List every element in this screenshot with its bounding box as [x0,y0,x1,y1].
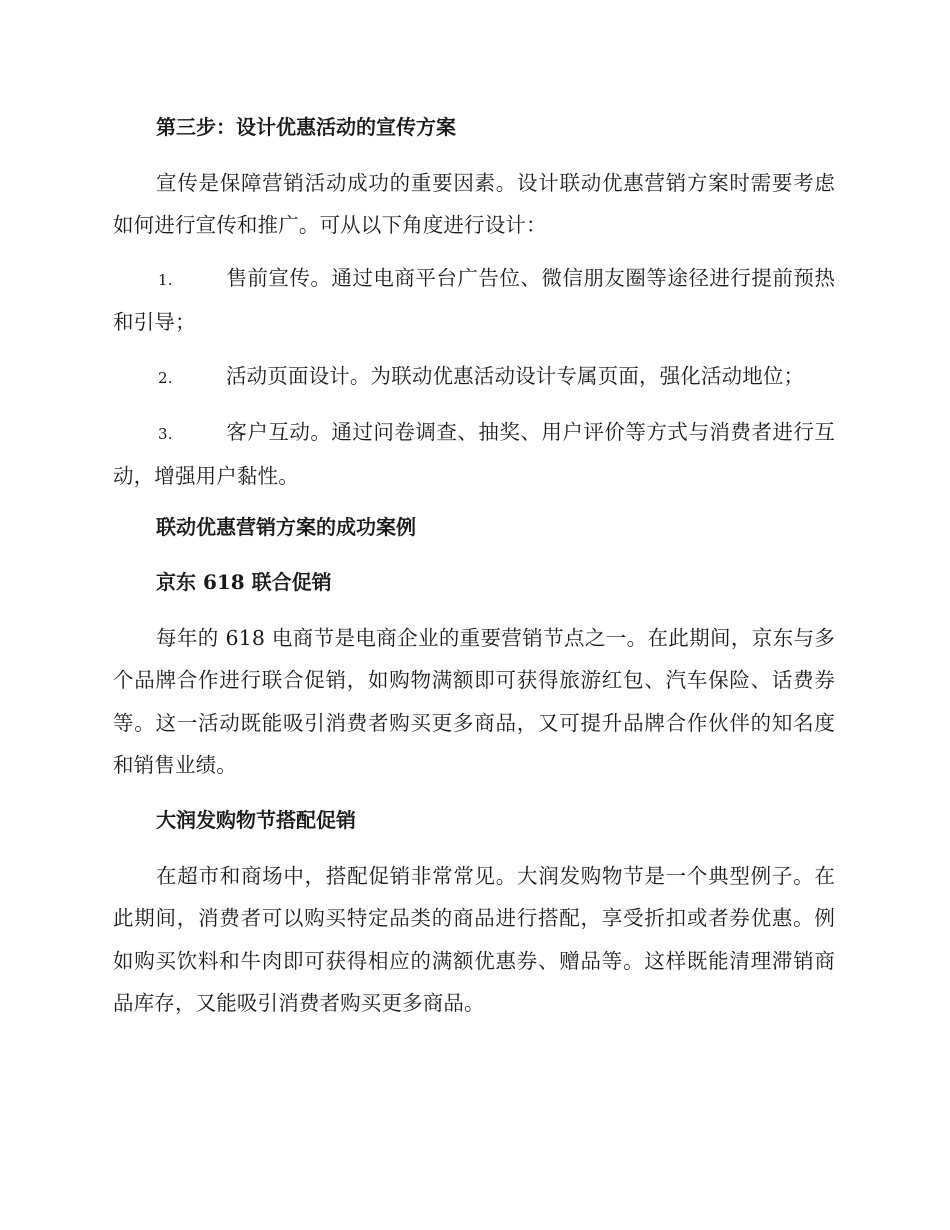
step3-heading: 第三步：设计优惠活动的宣传方案 [156,115,456,139]
case2-paragraph: 在超市和商场中，搭配促销非常常见。大润发购物节是一个典型例子。在此期间，消费者可以购买特定品类的商品进行搭配，享受折扣或者券优惠。例如购买饮料和牛肉即可获得相应的满额优惠券、赠品等。这样既能清理滞销商品库存，又能吸引消费者购买更多商品。 [113,864,835,1015]
case1-heading: 京东 618 联合促销 [156,570,332,594]
list-text: 客户互动。通过问卷调查、抽奖、用户评价等方式与消费者进行互动，增强用户黏性。 [113,420,835,489]
list-item: 1. 售前宣传。通过电商平台广告位、微信朋友圈等途径进行提前预热和引导； [113,266,835,335]
case2-heading: 大润发购物节搭配促销 [156,808,356,832]
cases-heading: 联动优惠营销方案的成功案例 [156,515,416,539]
list-item: 2. 活动页面设计。为联动优惠活动设计专属页面，强化活动地位； [158,364,805,388]
list-text: 售前宣传。通过电商平台广告位、微信朋友圈等途径进行提前预热和引导； [113,266,835,335]
case1-paragraph: 每年的 618 电商节是电商企业的重要营销节点之一。在此期间，京东与多个品牌合作进行联合促销，如购物满额即可获得旅游红包、汽车保险、话费券等。这一活动既能吸引消费者购买更多商品，又可提升品牌合作伙伴的知名度和销售业绩。 [113,626,835,777]
list-item: 3. 客户互动。通过问卷调查、抽奖、用户评价等方式与消费者进行互动，增强用户黏性。 [113,420,835,489]
list-text: 活动页面设计。为联动优惠活动设计专属页面，强化活动地位； [226,364,805,388]
step3-intro-paragraph: 宣传是保障营销活动成功的重要因素。设计联动优惠营销方案时需要考虑如何进行宣传和推广。可从以下角度进行设计： [113,171,835,238]
